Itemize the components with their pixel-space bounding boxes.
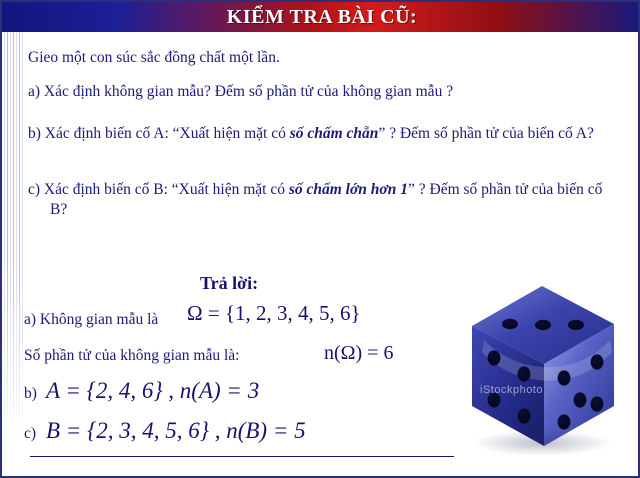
- question-intro: Gieo một con súc sắc đồng chất một lần.: [28, 49, 280, 66]
- question-item-b-text-1: Xác định biến cố A: “Xuất hiện mặt có: [44, 125, 290, 142]
- question-item-b-label: b): [28, 125, 41, 142]
- question-item-c: [28, 180, 608, 220]
- question-item-a-label: a): [28, 83, 41, 100]
- answer-b-math: A = {2, 4, 6} , n(A) = 3: [46, 378, 260, 403]
- page-title: KIỂM TRA BÀI CŨ:: [226, 6, 418, 28]
- question-item-b-text-2: ” ? Đếm số phần tử của biến cố A?: [378, 125, 594, 142]
- question-item-a-text: Xác định không gian mẫu? Đếm số phần tử của không gian mẫu ?: [43, 83, 454, 100]
- question-item-b: [28, 124, 608, 144]
- answer-underline: [30, 456, 454, 457]
- answer-count-math: n(Ω) = 6: [324, 342, 394, 364]
- answer-c-label: c): [24, 425, 37, 442]
- answer-title: Trả lời:: [200, 273, 259, 293]
- question-item-c-emphasis: số chấm lớn hơn 1: [288, 181, 408, 198]
- answer-c-math: B = {2, 3, 4, 5, 6} , n(B) = 5: [46, 418, 306, 443]
- slide-header-bar: [2, 2, 640, 32]
- slide-body: [2, 32, 640, 478]
- answer-count-label: Số phần tử của không gian mẫu là:: [24, 347, 240, 364]
- answer-a-label: a) Không gian mẫu là: [24, 311, 159, 328]
- question-item-c-text-1: Xác định biến cố B: “Xuất hiện mặt có: [43, 181, 289, 198]
- question-item-c-text-2: ” ? Đếm số phần tử của biến cố B?: [50, 181, 603, 219]
- answer-a-math: Ω = {1, 2, 3, 4, 5, 6}: [187, 301, 361, 325]
- question-item-c-label: c): [28, 181, 41, 198]
- dice-shadow: [472, 430, 612, 456]
- question-item-b-emphasis: số chấm chẵn: [289, 125, 379, 142]
- dice-image: [454, 280, 632, 466]
- answer-b-label: b): [24, 385, 37, 402]
- question-item-a: [28, 82, 608, 102]
- watermark-text: iStockphoto: [480, 384, 543, 396]
